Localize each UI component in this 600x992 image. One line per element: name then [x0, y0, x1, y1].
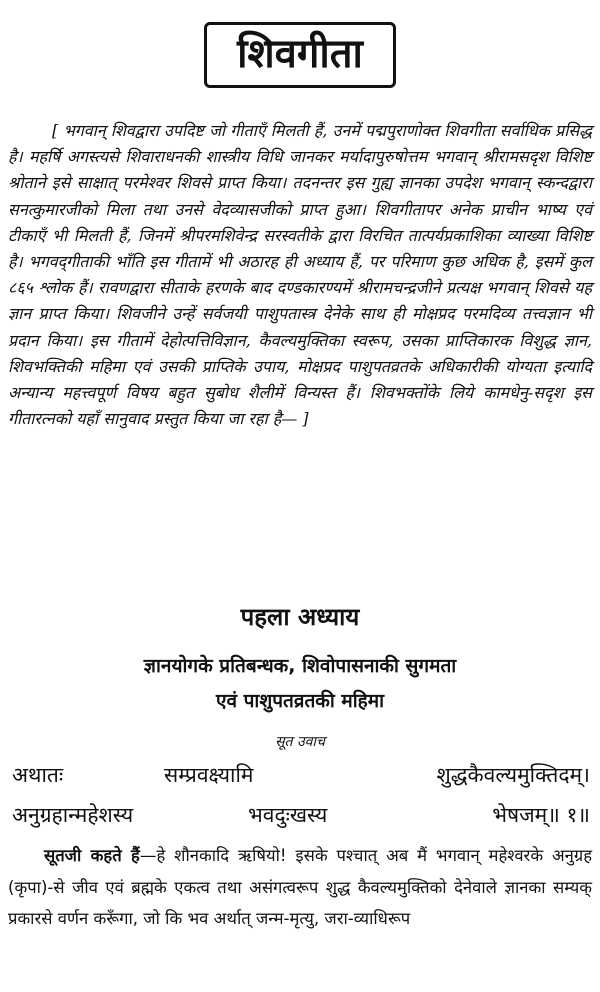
chapter-subtitle	[0, 649, 600, 719]
chapter-heading: पहला अध्याय	[240, 603, 360, 631]
speaker-label: सूत उवाच	[275, 734, 325, 750]
chapter-subtitle-line-2: एवं पाशुपतव्रतकी महिमा	[215, 690, 385, 712]
verse-word: अथातः	[12, 763, 64, 787]
title-wrapper	[0, 22, 600, 88]
verse-line-1	[12, 760, 590, 790]
verse-line-2	[12, 800, 590, 830]
verse-word: सम्प्रवक्ष्यामि	[164, 763, 254, 787]
verse-word: भवदुःखस्य	[248, 803, 328, 827]
verse-word: भेषजम्॥ १॥	[492, 803, 590, 827]
chapter-subtitle-line-1: ज्ञानयोगके प्रतिबन्धक, शिवोपासनाकी सुगमता	[143, 655, 457, 677]
verse-word: शुद्धकैवल्यमुक्तिदम्।	[436, 763, 590, 787]
translation-paragraph	[8, 840, 592, 935]
translation-text: —हे शौनकादि ऋषियो! इसके पश्चात् अब मैं भगवान् महेश्वरके अनुग्रह (कृपा)-से जीव एवं ब्रह्मके एकत्व तथा असंगत्वरूप शुद्ध कैवल्यमुक्तिको देनेवाले ज्ञानका सम्यक् प्रकारसे वर्णन करूँगा, जो कि भव अर्थात् जन्म-मृत्यु, जरा-व्याधिरूप	[8, 846, 593, 928]
translation-lead: सूतजी कहते हैं	[44, 846, 140, 865]
verse-word: अनुग्रहान्महेशस्य	[12, 803, 134, 827]
intro-paragraph: [ भगवान् शिवद्वारा उपदिष्ट जो गीताएँ मिलती हैं, उनमें पद्मपुराणोक्त शिवगीता सर्वाधिक प्रसिद्ध है। महर्षि अगस्त्यसे शिवाराधनकी शास्त्रीय विधि जानकर मर्यादापुरुषोत्तम भगवान् श्रीरामसदृश विशिष्ट श्रोताने इसे साक्षात् परमेश्वर शिवसे प्राप्त किया। तदनन्तर इस गुह्य ज्ञानका उपदेश भगवान् स्कन्दद्वारा सनत्कुमारजीको मिला तथा उनसे वेदव्यासजीको प्राप्त हुआ। शिवगीतापर अनेक प्राचीन भाष्य एवं टीकाएँ भी मिलती हैं, जिनमें श्रीपरमशिवेन्द्र सरस्वतीके द्वारा विरचित तात्पर्यप्रकाशिका व्याख्या विशिष्ट है। भगवद्‌गीताकी भाँति इस गीतामें भी अठारह ही अध्याय हैं, पर परिमाण कुछ अधिक है, इसमें कुल ८६५ श्लोक हैं। रावणद्वारा सीताके हरणके बाद दण्डकारण्यमें श्रीरामचन्द्रजीने प्रत्यक्ष भगवान् शिवसे यह ज्ञान प्राप्त किया। शिवजीने उन्हें सर्वजयी पाशुपतास्त्र देनेके साथ ही मोक्षप्रद परमदिव्य तत्त्वज्ञान भी प्रदान किया। इस गीतामें देहोत्पत्तिविज्ञान, कैवल्यमुक्तिका स्वरूप, उसका प्राप्तिकारक विशुद्ध ज्ञान, शिवभक्तिकी महिमा एवं उसकी प्राप्तिके उपाय, मोक्षप्रद पाशुपतव्रतके अधिकारीकी योग्यता इत्यादि अन्यान्य महत्त्वपूर्ण विषय बहुत सुबोध शैलीमें विन्यस्त हैं। शिवभक्तोंके लिये कामधेनु-सदृश इस गीतारत्नको यहाँ सानुवाद प्रस्तुत किया जा रहा है— ]	[8, 121, 592, 429]
page-title: शिवगीता	[204, 22, 396, 88]
